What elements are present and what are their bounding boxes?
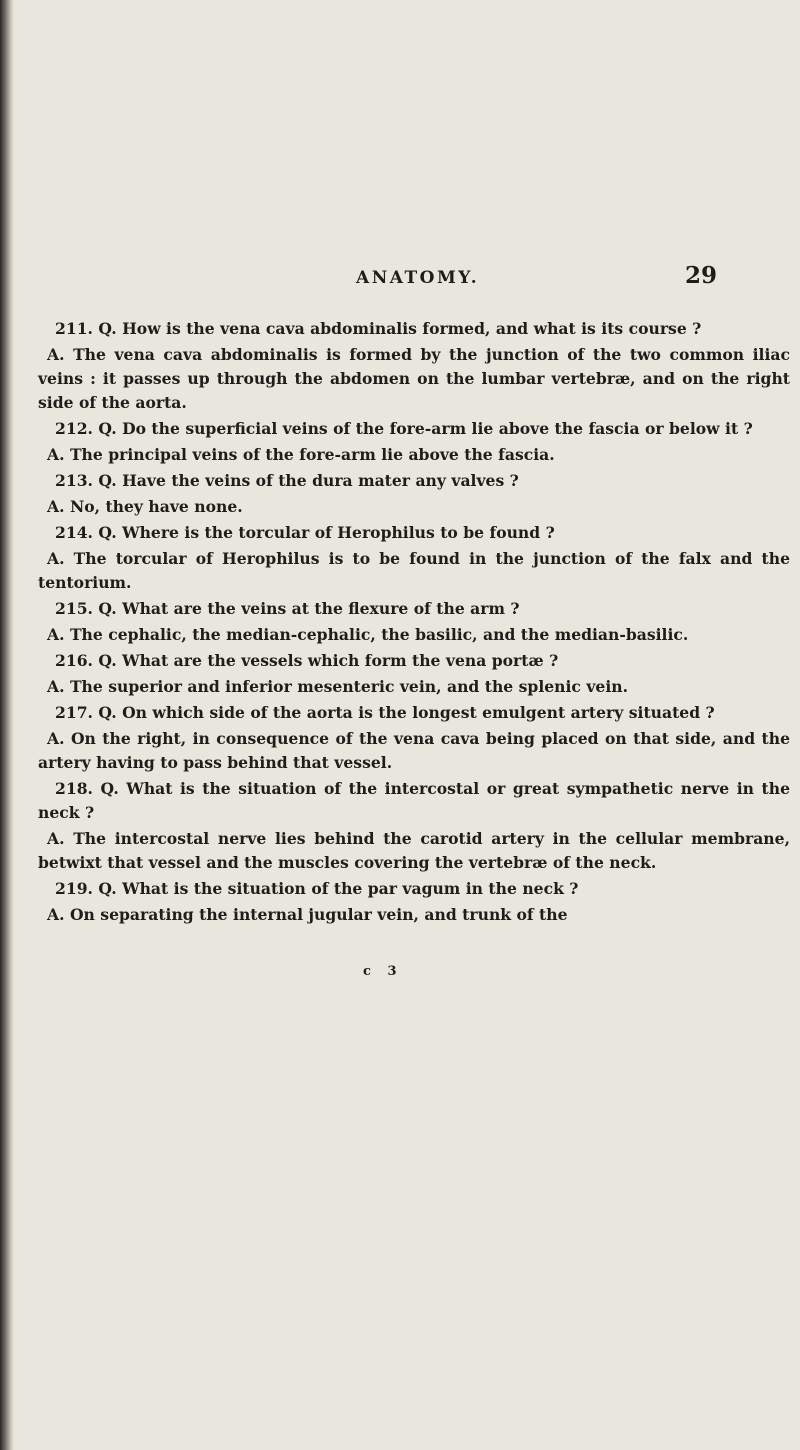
printer-signature: c 3 bbox=[363, 964, 403, 979]
question-211: 211. Q. How is the vena cava abdominalis formed, and what is its course ? bbox=[55, 319, 702, 338]
question-219: 219. Q. What is the situation of the par vagum in the neck ? bbox=[55, 879, 579, 898]
running-head: ANATOMY. bbox=[356, 268, 480, 288]
answer-213: A. No, they have none. bbox=[47, 497, 243, 516]
answer-217: A. On the right, in consequence of the vena cava being placed on that side, and the artery having to pass behind that vessel. bbox=[38, 729, 790, 772]
question-216: 216. Q. What are the vessels which form the vena portæ ? bbox=[55, 651, 559, 670]
question-214: 214. Q. Where is the torcular of Herophilus to be found ? bbox=[55, 523, 555, 542]
question-212: 212. Q. Do the superficial veins of the fore-arm lie above the fascia or below it ? bbox=[55, 419, 753, 438]
answer-212: A. The principal veins of the fore-arm lie above the fascia. bbox=[47, 445, 555, 464]
answer-215: A. The cephalic, the median-cephalic, the basilic, and the median-basilic. bbox=[47, 625, 689, 644]
page-number: 29 bbox=[684, 262, 717, 289]
book-spine-shadow bbox=[0, 0, 14, 1450]
answer-211: A. The vena cava abdominalis is formed by the junction of the two common iliac veins : it passes up through the abdomen on the lumbar vertebræ, and on the right side of the aorta. bbox=[38, 345, 790, 412]
answer-214: A. The torcular of Herophilus is to be found in the junction of the falx and the tentorium. bbox=[38, 549, 790, 592]
book-page bbox=[38, 0, 790, 1450]
page-body bbox=[38, 317, 790, 929]
question-215: 215. Q. What are the veins at the flexure of the arm ? bbox=[55, 599, 520, 618]
question-213: 213. Q. Have the veins of the dura mater any valves ? bbox=[55, 471, 519, 490]
question-217: 217. Q. On which side of the aorta is the longest emulgent artery situated ? bbox=[55, 703, 715, 722]
answer-216: A. The superior and inferior mesenteric vein, and the splenic vein. bbox=[47, 677, 629, 696]
answer-218: A. The intercostal nerve lies behind the carotid artery in the cellular membrane, betwixt that vessel and the muscles covering the vertebræ of the neck. bbox=[38, 829, 790, 872]
answer-219: A. On separating the internal jugular vein, and trunk of the bbox=[47, 905, 568, 924]
page-header bbox=[38, 262, 790, 298]
question-218: 218. Q. What is the situation of the intercostal or great sympathetic nerve in the neck ? bbox=[38, 779, 790, 822]
